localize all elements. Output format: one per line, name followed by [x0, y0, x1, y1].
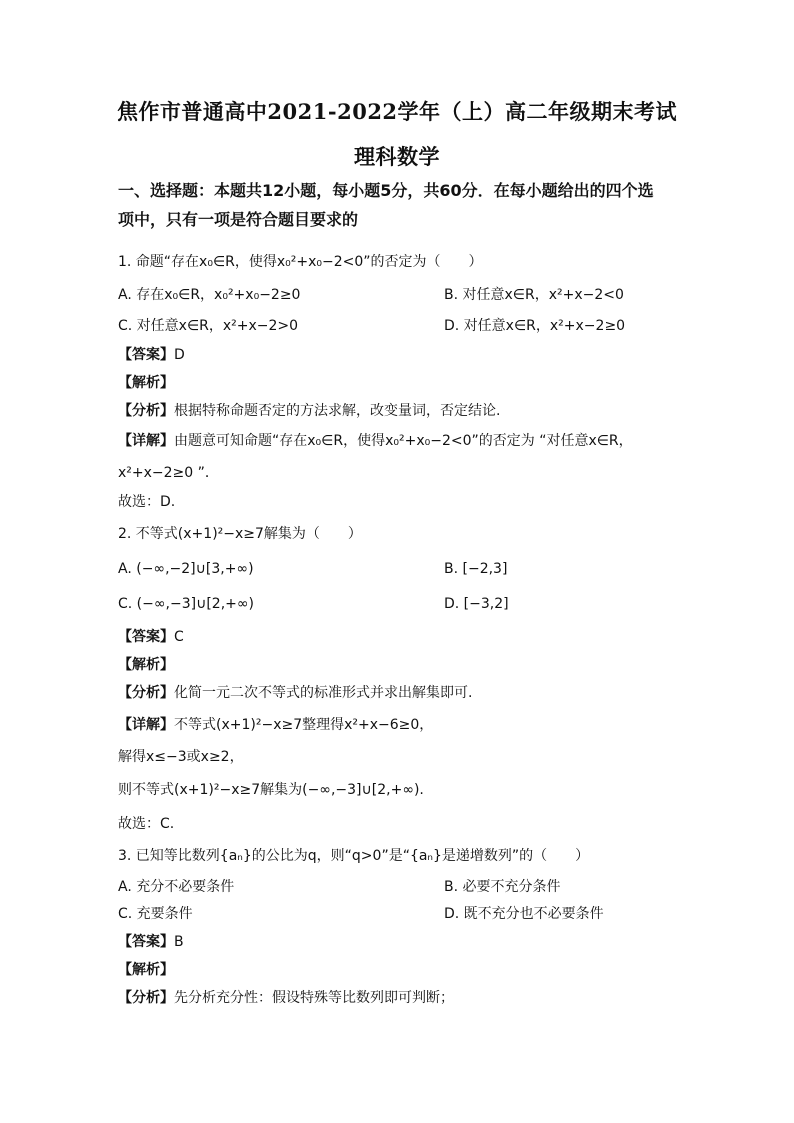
q3-fenxi: 先分析充分性：假设特殊等比数列即可判断； [174, 990, 454, 1006]
section-heading-line2: 项中，只有一项是符合题目要求的 [118, 210, 359, 229]
page-title: 焦作市普通高中2021-2022学年（上）高二年级期末考试 [116, 99, 678, 124]
q3-option-a: A. 充分不必要条件 [118, 879, 235, 895]
q3-option-b: B. 必要不充分条件 [444, 879, 561, 895]
q2-answer: C [174, 629, 184, 645]
q1-option-c: C. 对任意x∈R，x²+x−2>0 [118, 318, 299, 334]
q2-fenxi-tag: 【分析】 [118, 685, 174, 701]
q2-option-d: D. [−3,2] [444, 596, 509, 612]
q1-xiangjie-tag: 【详解】 [118, 433, 174, 449]
q2-analysis-tag: 【解析】 [118, 657, 174, 673]
q2-xiangjie-tag: 【详解】 [118, 717, 174, 733]
q3-fenxi-tag: 【分析】 [118, 990, 174, 1006]
q3-analysis-tag: 【解析】 [118, 962, 174, 978]
q3-answer-line [118, 931, 184, 951]
q2-option-c: C. (−∞,−3]∪[2,+∞) [118, 596, 255, 612]
q1-xiangjie-1: 由题意可知命题“存在x₀∈R，使得x₀²+x₀−2<0”的否定为 “对任意x∈R， [174, 433, 633, 449]
section-heading [118, 176, 678, 234]
q2-fenxi: 化简一元二次不等式的标准形式并求出解集即可. [174, 685, 473, 701]
q3-option-d: D. 既不充分也不必要条件 [444, 906, 604, 922]
q3-fenxi-line [118, 987, 454, 1007]
q2-xiangjie-3: 则不等式(x+1)²−x≥7解集为(−∞,−3]∪[2,+∞). [118, 782, 424, 798]
q1-conclusion: 故选：D. [118, 494, 176, 510]
q1-fenxi-tag: 【分析】 [118, 403, 174, 419]
q1-fenxi: 根据特称命题否定的方法求解，改变量词，否定结论. [174, 403, 501, 419]
q1-stem: 1. 命题“存在x₀∈R，使得x₀²+x₀−2<0”的否定为（ ） [118, 254, 483, 270]
q2-fenxi-line [118, 682, 472, 702]
q3-answer-tag: 【答案】 [118, 934, 174, 950]
q1-option-b: B. 对任意x∈R，x²+x−2<0 [444, 287, 624, 303]
q2-answer-tag: 【答案】 [118, 629, 174, 645]
q2-stem: 2. 不等式(x+1)²−x≥7解集为（ ） [118, 526, 362, 542]
q2-xiangjie-line [118, 714, 433, 734]
q3-option-c: C. 充要条件 [118, 906, 193, 922]
q1-fenxi-line [118, 400, 500, 420]
q3-answer: B [174, 934, 184, 950]
q2-answer-line [118, 626, 184, 646]
q1-xiangjie-2: x²+x−2≥0 ”． [118, 465, 219, 481]
q1-answer-line [118, 344, 185, 364]
q1-xiangjie-line [118, 430, 633, 450]
q1-option-d: D. 对任意x∈R，x²+x−2≥0 [444, 318, 626, 334]
q2-xiangjie-1: 不等式(x+1)²−x≥7整理得x²+x−6≥0， [174, 717, 434, 733]
section-heading-line1: 一、选择题：本题共12小题，每小题5分，共60分．在每小题给出的四个选 [118, 181, 654, 200]
q1-answer: D [174, 347, 185, 363]
q2-option-b: B. [−2,3] [444, 561, 508, 577]
q1-option-a: A. 存在x₀∈R，x₀²+x₀−2≥0 [118, 287, 301, 303]
q2-conclusion: 故选：C. [118, 816, 175, 832]
q2-option-a: A. (−∞,−2]∪[3,+∞) [118, 561, 254, 577]
q1-answer-tag: 【答案】 [118, 347, 174, 363]
q1-analysis-tag: 【解析】 [118, 375, 174, 391]
page-subtitle: 理科数学 [354, 144, 440, 169]
q3-stem: 3. 已知等比数列{aₙ}的公比为q，则“q>0”是“{aₙ}是递增数列”的（ ） [118, 848, 590, 864]
q2-xiangjie-2: 解得x≤−3或x≥2， [118, 749, 244, 765]
